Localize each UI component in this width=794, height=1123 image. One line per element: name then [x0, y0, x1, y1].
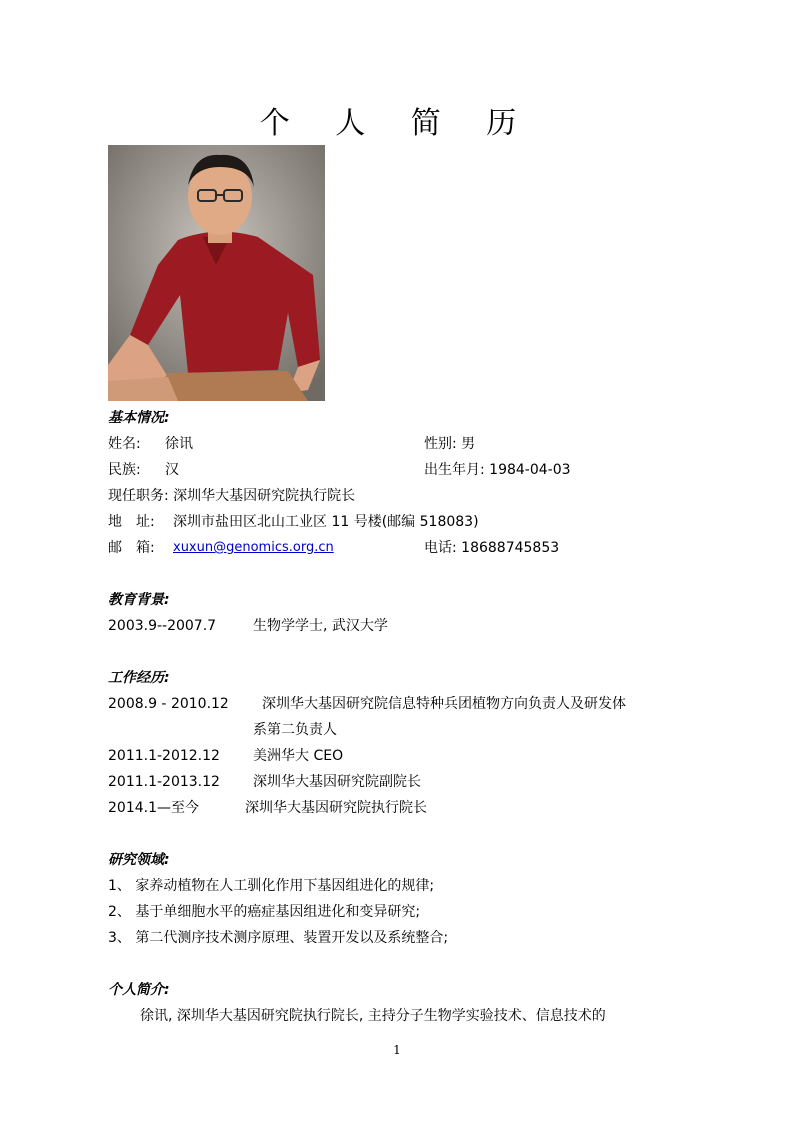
phone-field: 电话: 18688745853: [424, 540, 560, 556]
profile-photo: [108, 145, 325, 401]
address-label: 地 址:: [108, 514, 155, 530]
position-field: 现任职务: 深圳华大基因研究院执行院长: [108, 488, 356, 504]
ethnic-label: 民族:: [108, 462, 141, 478]
work-period: 2011.1-2012.12: [108, 748, 220, 764]
intro-heading: 个人简介:: [108, 982, 170, 998]
education-period: 2003.9--2007.7: [108, 618, 217, 634]
education-heading: 教育背景:: [108, 592, 170, 608]
email-link[interactable]: xuxun@genomics.org.cn: [173, 540, 334, 555]
research-item: 3、 第二代测序技术测序原理、装置开发以及系统整合;: [108, 930, 449, 946]
work-period: 2014.1—至今: [108, 800, 199, 816]
work-period: 2011.1-2013.12: [108, 774, 220, 790]
portrait-photo: [108, 145, 325, 401]
education-desc: 生物学学士, 武汉大学: [253, 618, 388, 634]
work-desc: 深圳华大基因研究院信息特种兵团植物方向负责人及研发体: [262, 696, 626, 712]
work-period: 2008.9 - 2010.12: [108, 696, 229, 712]
work-desc: 深圳华大基因研究院副院长: [253, 774, 421, 790]
address-value: 深圳市盐田区北山工业区 11 号楼(邮编 518083): [173, 514, 479, 530]
work-desc-continued: 系第二负责人: [253, 722, 337, 738]
work-desc: 美洲华大 CEO: [253, 748, 344, 764]
email-label: 邮 箱:: [108, 540, 155, 556]
research-heading: 研究领域:: [108, 852, 170, 868]
basic-info-heading: 基本情况:: [108, 410, 170, 426]
gender-field: 性别: 男: [424, 436, 476, 452]
name-label: 姓名:: [108, 436, 141, 452]
research-item: 2、 基于单细胞水平的癌症基因组进化和变异研究;: [108, 904, 421, 920]
work-heading: 工作经历:: [108, 670, 170, 686]
intro-text: 徐讯, 深圳华大基因研究院执行院长, 主持分子生物学实验技术、信息技术的: [140, 1008, 606, 1024]
name-value: 徐讯: [165, 436, 193, 452]
work-desc: 深圳华大基因研究院执行院长: [245, 800, 427, 816]
ethnic-value: 汉: [165, 462, 179, 478]
research-item: 1、 家养动植物在人工驯化作用下基因组进化的规律;: [108, 878, 435, 894]
birth-field: 出生年月: 1984-04-03: [424, 462, 571, 478]
page-title: 个 人 简 历: [259, 106, 535, 141]
page-number: 1: [393, 1043, 401, 1057]
